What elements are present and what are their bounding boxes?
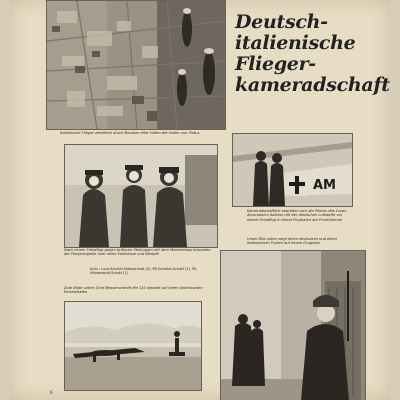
biplane-marking: AM [313,178,336,193]
title-line-1: Deutsch- [235,11,328,33]
pilots-caption: Nach einem Feindflug gegen britische Stellungen mit dem Meisterhaus besuchen der Fliegerkapelle über seine Erlebnisse und Kämpfe [64,248,211,257]
aerial-caption: Italienische Flieger zerstören durch Bomben eifer Hafen der Hafen von Piräus [60,131,200,135]
title-line-4: kameradschaft [235,74,390,96]
page-number: 6 [50,390,53,395]
guard-caption: Unser Bild unten zeigt einen deutschen und einen italienischen Posten auf einem Flugplatz [247,237,338,246]
magazine-page [10,0,390,400]
plane-caption: Zum Bilde unten: Eine Messerschmitt Me 110 wendet auf ihrem italienischen Einsatzhafen [64,286,203,295]
title-line-2: italienische [235,32,356,54]
guards-photo [220,250,366,400]
biplane-caption: Kameradschaftlich begrüßen sich die Piloten des Corpo Aeronautico Italiano mit der deutschen Luftwaffe vor einem Feindflug in ihrem Flughafen am Fronthimmel [247,209,347,222]
title-line-3: Flieger- [235,53,316,75]
aerial-bombing-photo [46,0,226,130]
pilots-group-photo [64,144,218,248]
messerschmitt-photo [64,301,202,391]
photo-credits: Aufn.: Luce-Schott-Hildenbrandt (2), PK-Schröter-Schott (2), PK-Hildebrandt-Schott (1) [90,267,198,276]
article-title [235,11,390,96]
biplane-photo [232,133,353,207]
